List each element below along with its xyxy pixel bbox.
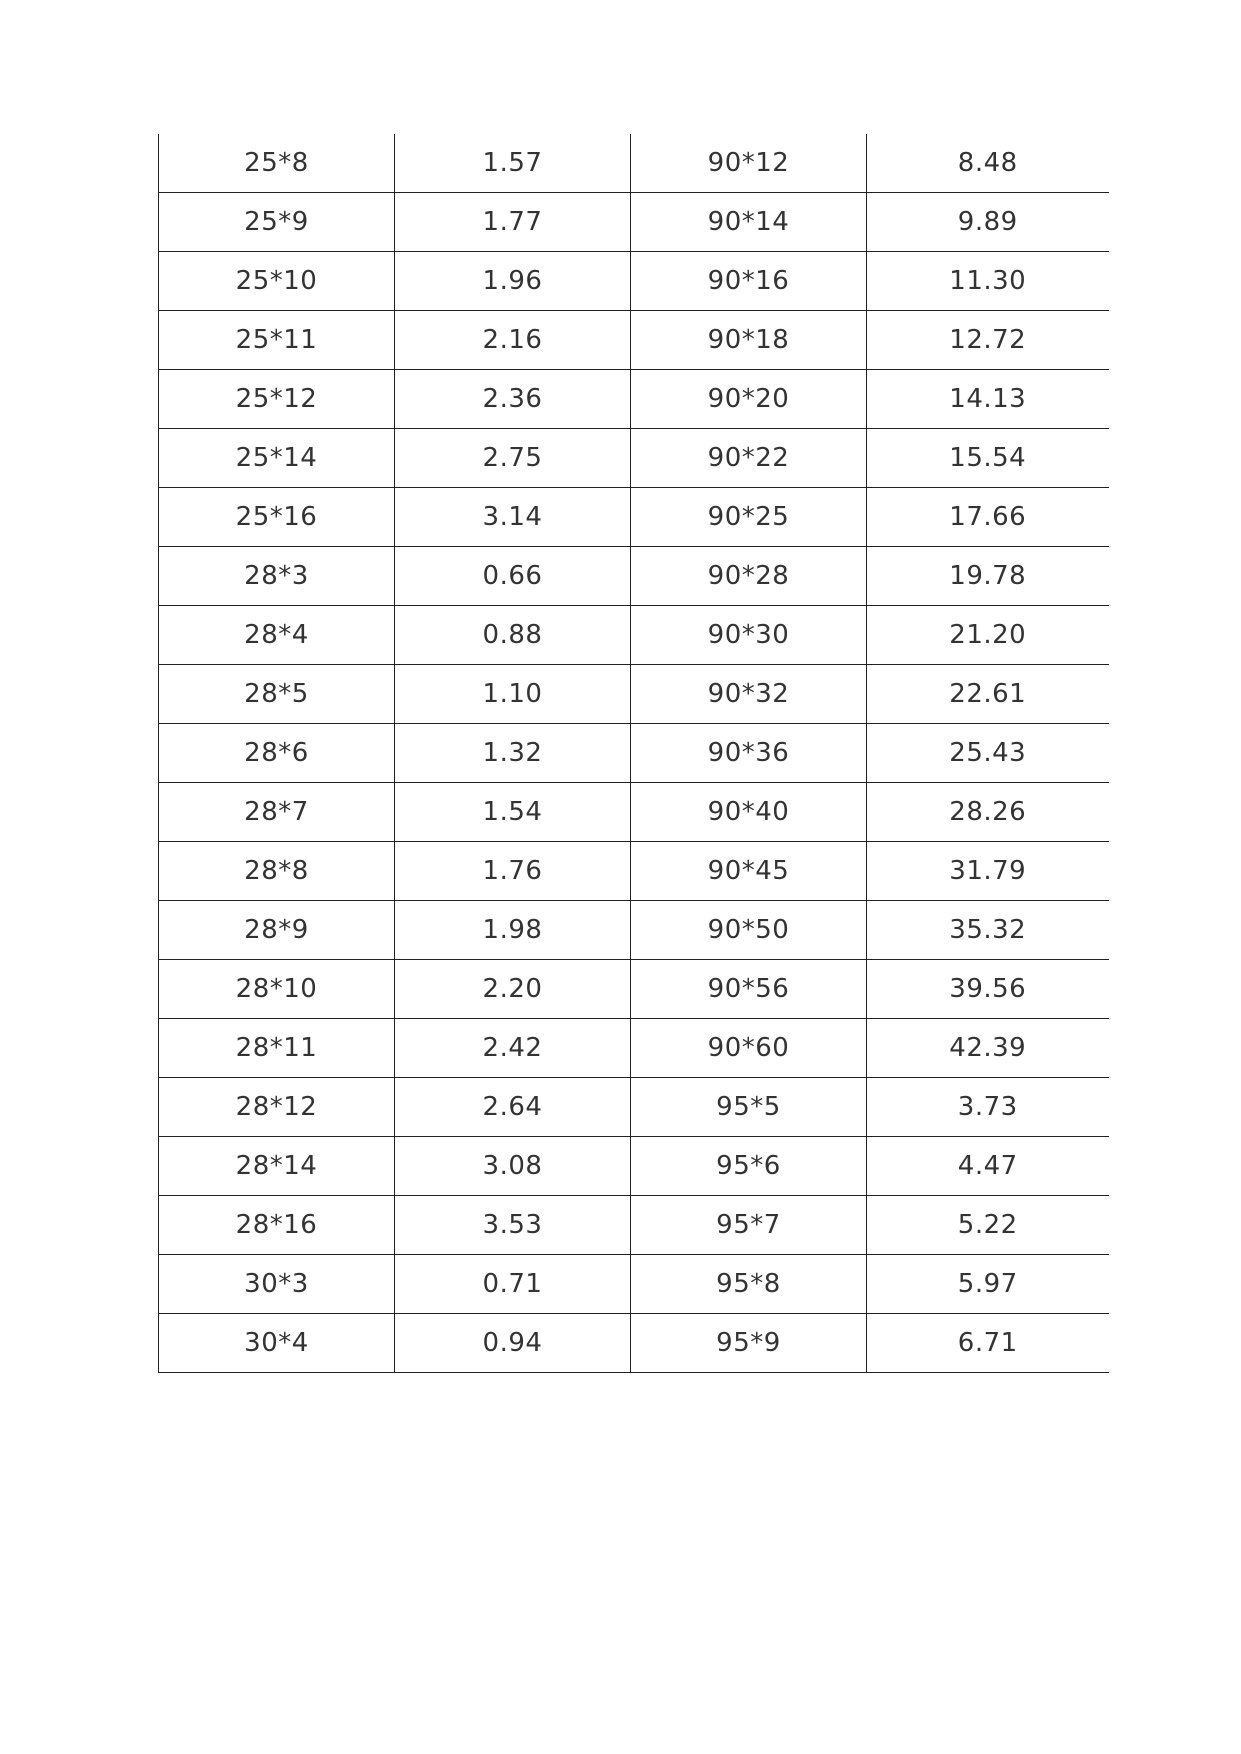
size-cell: 90*16 — [631, 252, 867, 311]
weight-cell: 5.22 — [867, 1196, 1109, 1255]
size-cell: 28*6 — [159, 724, 395, 783]
size-cell: 95*7 — [631, 1196, 867, 1255]
table-row — [159, 901, 1109, 960]
size-cell: 90*45 — [631, 842, 867, 901]
weight-cell: 17.66 — [867, 488, 1109, 547]
table-row — [159, 134, 1109, 193]
size-cell: 28*16 — [159, 1196, 395, 1255]
weight-cell: 8.48 — [867, 134, 1109, 193]
size-cell: 25*16 — [159, 488, 395, 547]
spec-weight-table — [158, 134, 1109, 1373]
size-cell: 28*9 — [159, 901, 395, 960]
weight-cell: 28.26 — [867, 783, 1109, 842]
size-cell: 25*10 — [159, 252, 395, 311]
weight-cell: 1.96 — [395, 252, 631, 311]
size-cell: 95*8 — [631, 1255, 867, 1314]
weight-cell: 3.08 — [395, 1137, 631, 1196]
weight-cell: 11.30 — [867, 252, 1109, 311]
table-row — [159, 488, 1109, 547]
table-row — [159, 370, 1109, 429]
weight-cell: 2.42 — [395, 1019, 631, 1078]
size-cell: 90*22 — [631, 429, 867, 488]
weight-cell: 3.53 — [395, 1196, 631, 1255]
size-cell: 90*20 — [631, 370, 867, 429]
table-row — [159, 1255, 1109, 1314]
size-cell: 28*12 — [159, 1078, 395, 1137]
size-cell: 90*56 — [631, 960, 867, 1019]
weight-cell: 0.71 — [395, 1255, 631, 1314]
size-cell: 90*40 — [631, 783, 867, 842]
weight-cell: 21.20 — [867, 606, 1109, 665]
weight-cell: 2.16 — [395, 311, 631, 370]
weight-cell: 0.88 — [395, 606, 631, 665]
weight-cell: 1.77 — [395, 193, 631, 252]
table-row — [159, 1137, 1109, 1196]
weight-cell: 2.20 — [395, 960, 631, 1019]
size-cell: 28*14 — [159, 1137, 395, 1196]
table-row — [159, 1196, 1109, 1255]
size-cell: 90*25 — [631, 488, 867, 547]
size-cell: 25*12 — [159, 370, 395, 429]
weight-cell: 5.97 — [867, 1255, 1109, 1314]
weight-cell: 15.54 — [867, 429, 1109, 488]
table-row — [159, 1019, 1109, 1078]
size-cell: 90*28 — [631, 547, 867, 606]
weight-cell: 4.47 — [867, 1137, 1109, 1196]
weight-cell: 0.66 — [395, 547, 631, 606]
weight-cell: 39.56 — [867, 960, 1109, 1019]
weight-cell: 2.36 — [395, 370, 631, 429]
size-cell: 28*4 — [159, 606, 395, 665]
weight-cell: 25.43 — [867, 724, 1109, 783]
size-cell: 95*6 — [631, 1137, 867, 1196]
size-cell: 28*7 — [159, 783, 395, 842]
weight-cell: 2.75 — [395, 429, 631, 488]
size-cell: 25*9 — [159, 193, 395, 252]
size-cell: 30*3 — [159, 1255, 395, 1314]
weight-cell: 3.73 — [867, 1078, 1109, 1137]
weight-cell: 31.79 — [867, 842, 1109, 901]
size-cell: 90*14 — [631, 193, 867, 252]
table-row — [159, 665, 1109, 724]
table-row — [159, 547, 1109, 606]
weight-cell: 1.10 — [395, 665, 631, 724]
weight-cell: 6.71 — [867, 1314, 1109, 1373]
size-cell: 25*14 — [159, 429, 395, 488]
size-cell: 95*9 — [631, 1314, 867, 1373]
weight-cell: 9.89 — [867, 193, 1109, 252]
weight-cell: 42.39 — [867, 1019, 1109, 1078]
size-cell: 90*30 — [631, 606, 867, 665]
weight-cell: 0.94 — [395, 1314, 631, 1373]
table-row — [159, 606, 1109, 665]
weight-cell: 3.14 — [395, 488, 631, 547]
weight-cell: 14.13 — [867, 370, 1109, 429]
weight-cell: 12.72 — [867, 311, 1109, 370]
size-cell: 25*8 — [159, 134, 395, 193]
size-cell: 90*12 — [631, 134, 867, 193]
size-cell: 90*50 — [631, 901, 867, 960]
table-row — [159, 193, 1109, 252]
weight-cell: 22.61 — [867, 665, 1109, 724]
table-row — [159, 1078, 1109, 1137]
size-cell: 90*36 — [631, 724, 867, 783]
size-cell: 28*11 — [159, 1019, 395, 1078]
size-cell: 90*18 — [631, 311, 867, 370]
table-body — [159, 134, 1109, 1373]
size-cell: 30*4 — [159, 1314, 395, 1373]
weight-cell: 2.64 — [395, 1078, 631, 1137]
table-row — [159, 724, 1109, 783]
weight-cell: 1.98 — [395, 901, 631, 960]
weight-cell: 1.54 — [395, 783, 631, 842]
size-cell: 90*32 — [631, 665, 867, 724]
table-row — [159, 783, 1109, 842]
size-cell: 28*3 — [159, 547, 395, 606]
weight-cell: 1.32 — [395, 724, 631, 783]
weight-cell: 35.32 — [867, 901, 1109, 960]
table-row — [159, 252, 1109, 311]
size-cell: 28*8 — [159, 842, 395, 901]
weight-cell: 1.57 — [395, 134, 631, 193]
size-cell: 25*11 — [159, 311, 395, 370]
size-cell: 90*60 — [631, 1019, 867, 1078]
size-cell: 28*10 — [159, 960, 395, 1019]
table-row — [159, 960, 1109, 1019]
table-row — [159, 429, 1109, 488]
weight-cell: 19.78 — [867, 547, 1109, 606]
table-row — [159, 311, 1109, 370]
weight-cell: 1.76 — [395, 842, 631, 901]
table-row — [159, 842, 1109, 901]
size-cell: 28*5 — [159, 665, 395, 724]
table-row — [159, 1314, 1109, 1373]
size-cell: 95*5 — [631, 1078, 867, 1137]
